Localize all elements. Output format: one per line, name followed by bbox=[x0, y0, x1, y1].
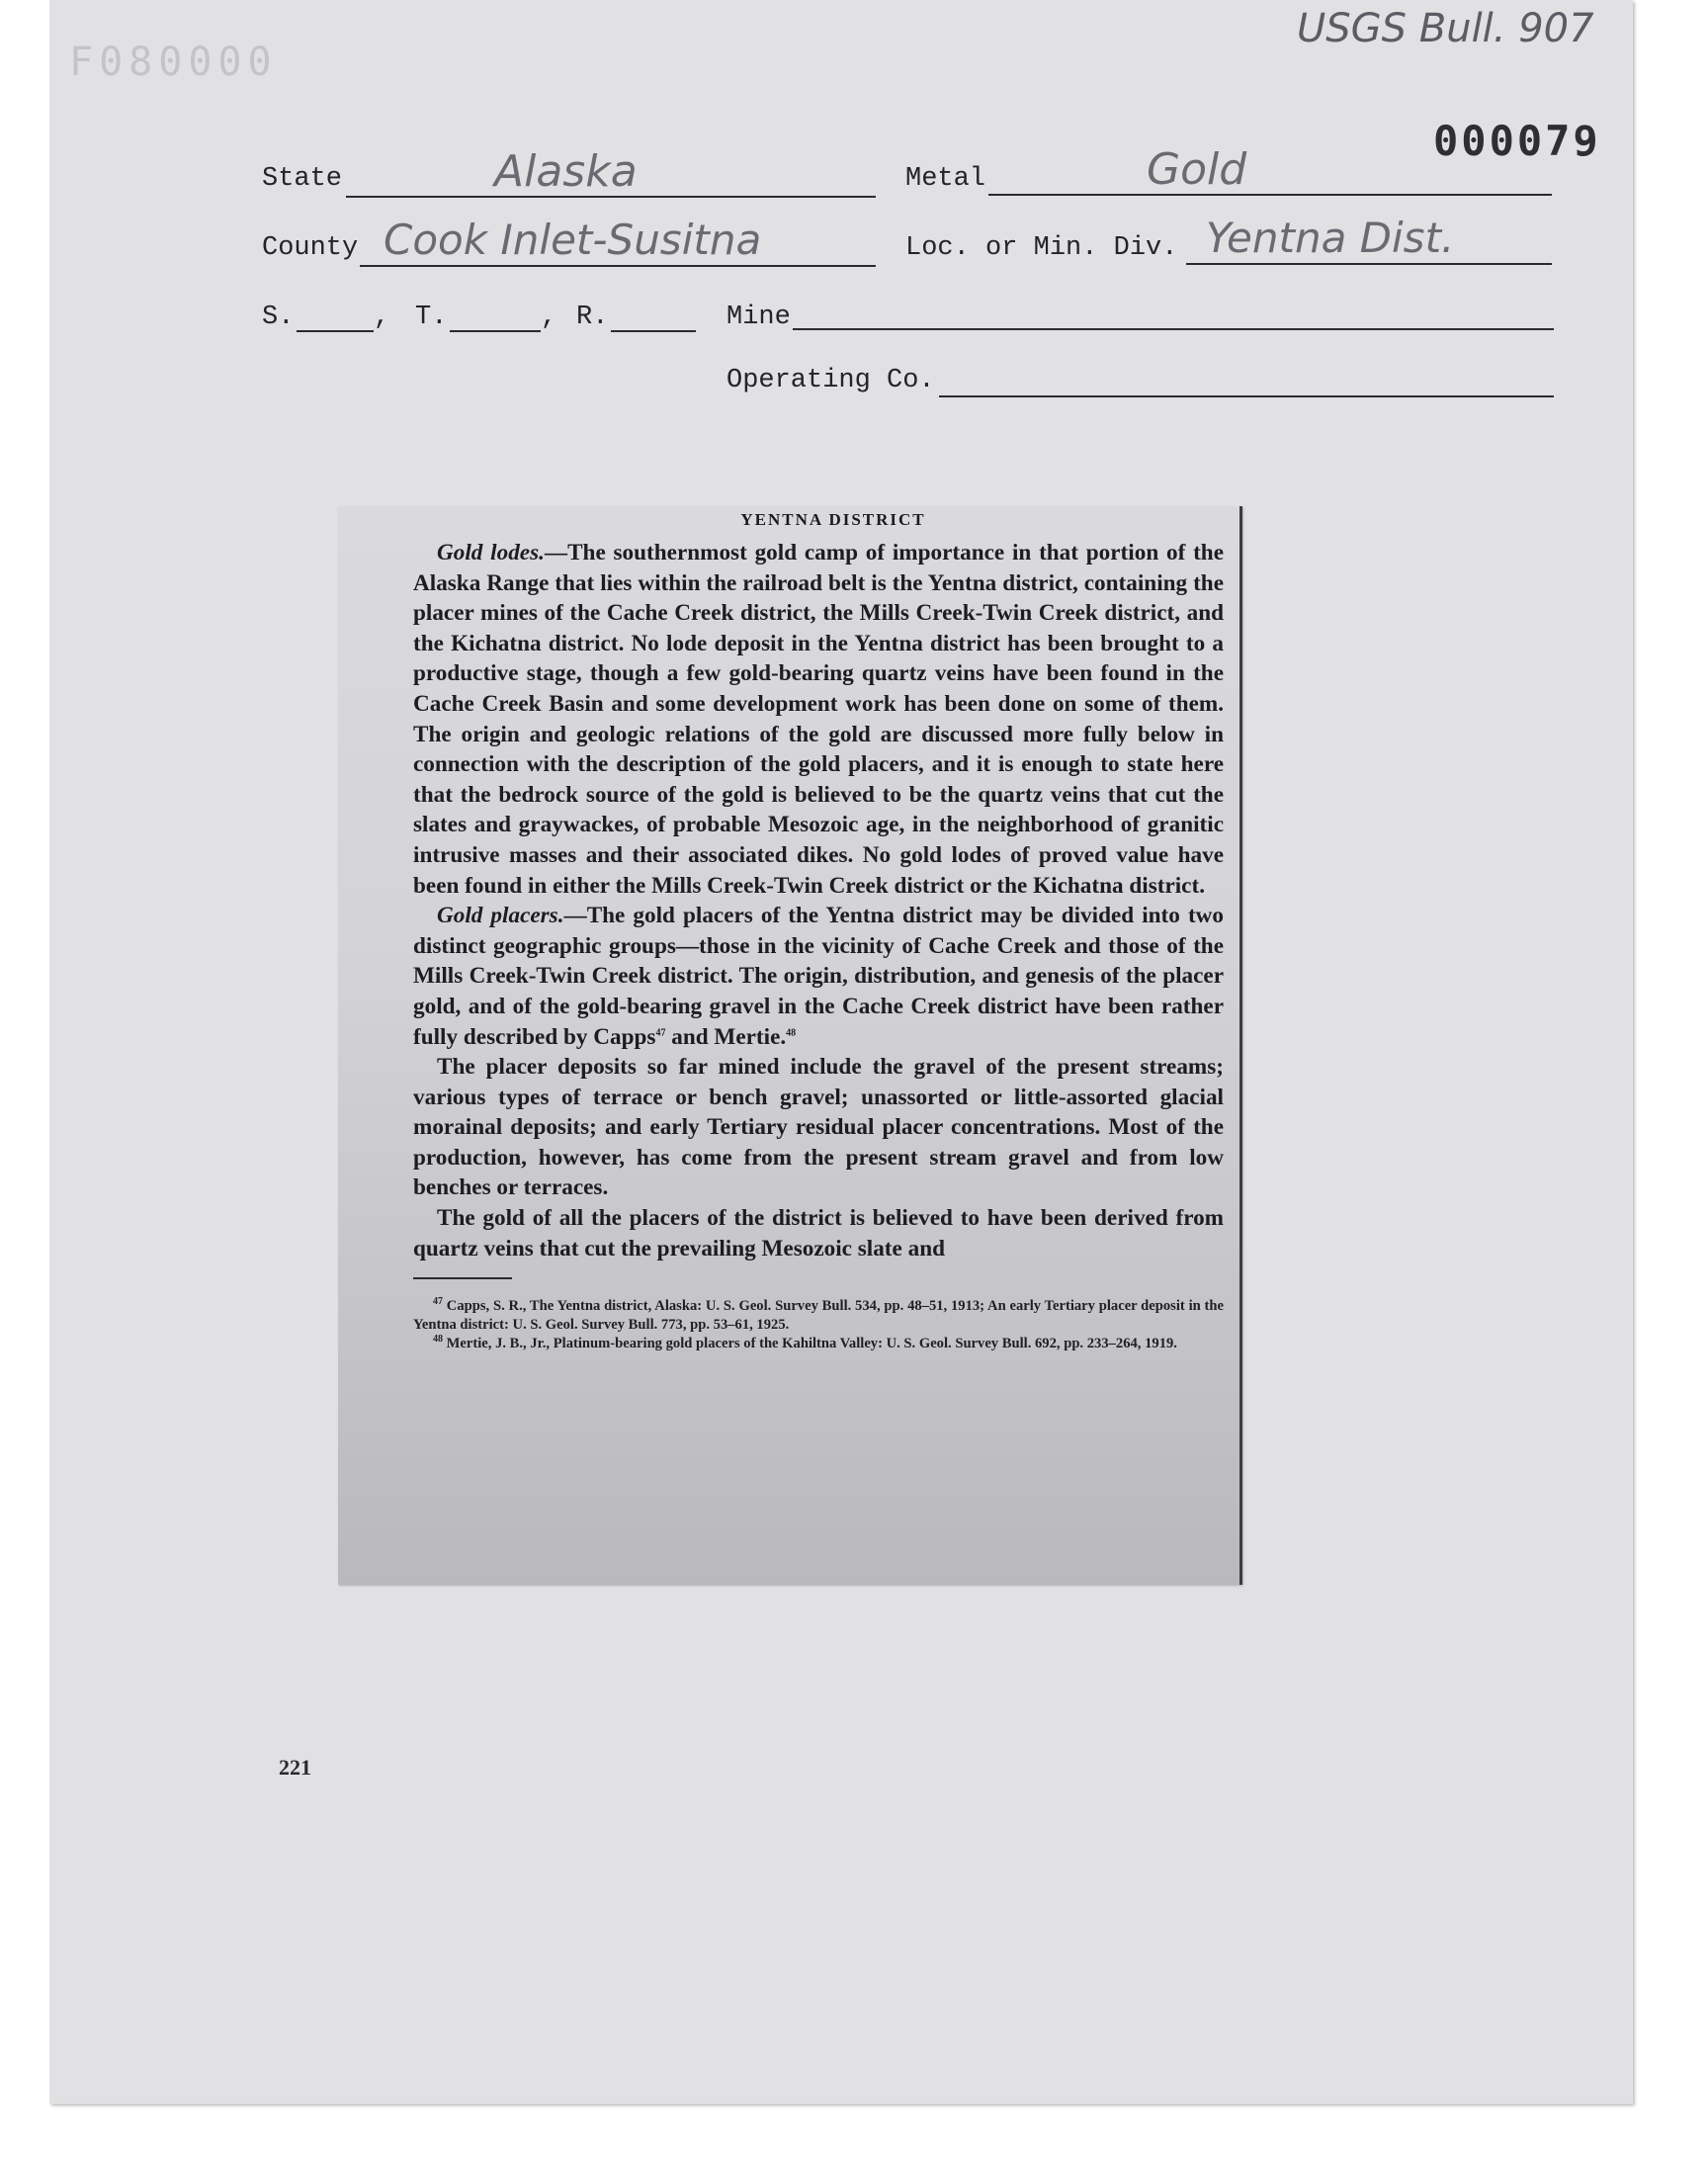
paragraph-gold-origin: The gold of all the placers of the district is believed to have been derived from quartz veins that cut the prevailing Mesozoic slate and bbox=[413, 1205, 1224, 1262]
footnote-rule bbox=[413, 1277, 512, 1279]
page-number: 221 bbox=[279, 1755, 311, 1780]
county-line bbox=[360, 265, 876, 267]
metal-value: Gold bbox=[1147, 144, 1247, 195]
clipping-content bbox=[413, 506, 1224, 1353]
metal-label: Metal bbox=[905, 164, 986, 194]
record-number: 000079 bbox=[1433, 117, 1601, 165]
range-label: R. bbox=[576, 303, 609, 332]
loc-value: Yentna Dist. bbox=[1206, 214, 1455, 262]
comma-1: , bbox=[374, 303, 390, 332]
mine-line bbox=[793, 328, 1554, 330]
county-label: County bbox=[262, 233, 359, 263]
range-line bbox=[611, 330, 696, 332]
county-value: Cook Inlet-Susitna bbox=[384, 216, 762, 264]
township-label: T. bbox=[415, 303, 448, 332]
loc-line bbox=[1186, 263, 1552, 265]
footnotes bbox=[413, 1297, 1224, 1353]
section-label: S. bbox=[262, 303, 295, 332]
state-label: State bbox=[262, 164, 343, 194]
footnote-ref-47: 47 bbox=[655, 1026, 666, 1038]
operating-co-line bbox=[939, 395, 1554, 397]
mine-label: Mine bbox=[726, 303, 791, 332]
township-line bbox=[450, 330, 541, 332]
gold-placers-text: —The gold placers of the Yentna district may be divided into two distinct geographic groups—those in the vicinity of Cache Creek and those of the Mills Creek-Twin Creek district. The origin, distribution, and genesis of the placer gold, and of the gold-bearing gravel in the Cache Creek district have been rather fully described by Capps bbox=[413, 903, 1224, 1050]
footnote-48-text: Mertie, J. B., Jr., Platinum-bearing gold placers of the Kahiltna Valley: U. S. Geol. Survey Bull. 692, pp. 233–264, 1919. bbox=[443, 1336, 1177, 1352]
footnote-47-text: Capps, S. R., The Yentna district, Alaska: U. S. Geol. Survey Bull. 534, pp. 48–51, 1913; An early Tertiary placer deposit in the Yentna district: U. S. Geol. Survey Bull. 773, pp. 53–61, 1925. bbox=[413, 1298, 1224, 1334]
paragraph-placer-deposits: The placer deposits so far mined include the gravel of the present streams; various types of terrace or bench gravel; unassorted or little-assorted glacial morainal deposits; and early Tertiary residual placer concentrations. Most of the production, however, has come from the present stream gravel and from low benches or terraces. bbox=[413, 1054, 1224, 1201]
paragraph-gold-lodes bbox=[413, 538, 1224, 901]
section-line bbox=[297, 330, 374, 332]
clipping-body bbox=[413, 538, 1224, 1263]
faded-stamp: F080000 bbox=[69, 40, 278, 85]
operating-co-label: Operating Co. bbox=[726, 366, 935, 395]
comma-2: , bbox=[541, 303, 557, 332]
footnote-47-mark: 47 bbox=[433, 1296, 443, 1308]
clipping-title: YENTNA DISTRICT bbox=[740, 510, 926, 529]
footnote-48-mark: 48 bbox=[433, 1334, 443, 1346]
gold-placers-text-cont: and Mertie. bbox=[665, 1023, 787, 1050]
footnote-ref-48: 48 bbox=[786, 1026, 797, 1038]
footnote-47 bbox=[413, 1297, 1224, 1335]
clipping bbox=[338, 506, 1242, 1585]
gold-lodes-heading: Gold lodes. bbox=[437, 540, 545, 566]
gold-lodes-text: —The southernmost gold camp of importance in that portion of the Alaska Range that lies within the railroad belt is the Yentna district, containing the placer mines of the Cache Creek district, the Mills Creek-Twin Creek district, and the Kichatna district. No lode deposit in the Yentna district has been brought to a productive stage, though a few gold-bearing quartz veins have been found in the Cache Creek Basin and some development work has been done on some of them. The origin and geologic relations of the gold are discussed more fully below in connection with the description of the gold placers, and it is enough to state here that the bedrock source of the gold is believed to be the quartz veins that cut the slates and graywackes, of probable Mesozoic age, in the neighborhood of granitic intrusive masses and their associated dikes. No gold lodes of proved value have been found in either the Mills Creek-Twin Creek district or the Kichatna district. bbox=[413, 540, 1224, 899]
metal-line bbox=[988, 194, 1552, 196]
state-value: Alaska bbox=[494, 146, 638, 197]
paragraph-gold-placers bbox=[413, 901, 1224, 1052]
gold-placers-heading: Gold placers. bbox=[437, 903, 564, 929]
loc-label: Loc. or Min. Div. bbox=[905, 233, 1178, 263]
bulletin-reference: USGS Bull. 907 bbox=[1297, 6, 1594, 51]
footnote-48 bbox=[413, 1335, 1224, 1353]
